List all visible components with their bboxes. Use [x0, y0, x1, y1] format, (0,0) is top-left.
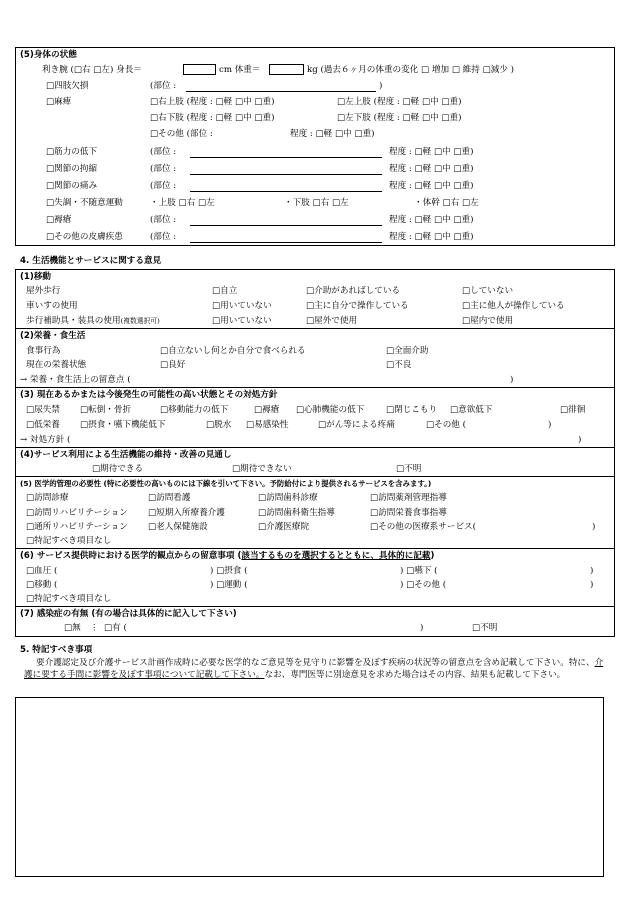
- divider-5: [15, 548, 615, 549]
- weight-change-label: kg (過去６ヶ月の体重の変化 □ 増加 □ 維持 □減少 ): [307, 65, 514, 75]
- outdoor-walking-label: 屋外歩行: [26, 286, 61, 296]
- infection-unknown[interactable]: □不明: [472, 623, 498, 633]
- limb-loss-part-line[interactable]: [186, 91, 376, 92]
- muscle-weakness-degree[interactable]: 程度 : □軽 □中 □重): [389, 147, 474, 157]
- prec-blood-pressure[interactable]: □血圧 (: [26, 566, 58, 576]
- nutrition-poor[interactable]: □不良: [386, 360, 412, 370]
- cond-cancer-pain[interactable]: □がん等による疼痛: [318, 420, 395, 430]
- right-upper-limb[interactable]: □右上肢 (程度 : □軽 □中 □重): [150, 97, 275, 107]
- nutrition-title: (2)栄養・食生活: [20, 331, 86, 341]
- divider-1: [15, 328, 615, 329]
- divider-4: [15, 476, 615, 477]
- cond-withdrawal[interactable]: □閉じこもり: [386, 405, 438, 415]
- nutrition-notes-label[interactable]: → 栄養・食生活上の留意点 (: [20, 375, 131, 385]
- svc-home-visit-medical[interactable]: □訪問診療: [26, 493, 69, 503]
- special-notes-instructions: [24, 657, 610, 681]
- cond-fall-fracture[interactable]: □転倒・骨折: [80, 405, 132, 415]
- cond-other-close: ): [548, 420, 552, 430]
- infection-none[interactable]: □無: [64, 623, 81, 633]
- prec-row1-close: ): [590, 566, 594, 576]
- limb-loss-part-label: (部位 :: [150, 81, 177, 91]
- prec-exercise[interactable]: ) □運動 (: [210, 580, 248, 590]
- prec-movement[interactable]: □移動 (: [26, 580, 58, 590]
- cond-mobility-decline[interactable]: □移動能力の低下: [160, 405, 229, 415]
- infection-title: (7) 感染症の有無 (有の場合は具体的に記入して下さい): [20, 609, 237, 619]
- wheelchair-other[interactable]: □主に他人が操作している: [462, 301, 565, 311]
- wheelchair-label: 車いすの使用: [26, 301, 78, 311]
- eating-label: 食事行為: [26, 346, 61, 356]
- policy-close: ): [578, 435, 582, 445]
- pressure-ulcer-part-label: (部位 :: [150, 215, 177, 225]
- svc-other-close: ): [592, 522, 596, 532]
- joint-pain-checkbox[interactable]: □関節の痛み: [46, 181, 98, 191]
- height-input[interactable]: [183, 64, 216, 75]
- walking-aid-outdoor[interactable]: □屋外で使用: [306, 316, 358, 326]
- joint-contracture-part-label: (部位 :: [150, 164, 177, 174]
- special-notes-text-underlined: 介護に要する手間に影響を及ぼす事項について記載して下さい。: [24, 658, 604, 680]
- mobility-title: (1)移動: [20, 272, 52, 282]
- outdoor-independent[interactable]: □自立: [212, 286, 238, 296]
- joint-pain-degree[interactable]: 程度 : □軽 □中 □重): [389, 181, 474, 191]
- cond-incontinence[interactable]: □尿失禁: [26, 405, 60, 415]
- outlook-unknown[interactable]: □不明: [396, 464, 422, 474]
- body-state-title: (5)身体の状態: [20, 50, 77, 60]
- left-lower-limb[interactable]: □左下肢 (程度 : □軽 □中 □重): [337, 113, 462, 123]
- body-state-section: [15, 47, 615, 246]
- infection-separator: ⋮: [90, 623, 99, 633]
- joint-contracture-part-line[interactable]: [190, 174, 382, 175]
- cond-low-motivation[interactable]: □意欲低下: [450, 405, 493, 415]
- svc-day-rehab[interactable]: □通所リハビリテーション: [26, 522, 128, 532]
- walking-aid-label: [26, 316, 160, 326]
- muscle-weakness-part-line[interactable]: [190, 157, 382, 158]
- svc-health-facility[interactable]: □老人保健施設: [148, 522, 208, 532]
- walking-aid-label-note: (複数選択可): [120, 317, 160, 325]
- precautions-title-underlined: 該当するものを選択するとともに、具体的に記載: [241, 551, 431, 561]
- other-paralysis-degree[interactable]: 程度 : □軽 □中 □重): [290, 129, 375, 139]
- infection-yes-close: ): [420, 623, 424, 633]
- cond-infection[interactable]: □易感染性: [246, 420, 289, 430]
- other-skin-checkbox[interactable]: □その他の皮膚疾患: [46, 232, 123, 242]
- precautions-title: [20, 551, 434, 561]
- policy-label[interactable]: → 対処方針 (: [20, 435, 71, 445]
- other-skin-part-line[interactable]: [190, 242, 382, 243]
- weight-input[interactable]: [269, 64, 304, 75]
- pressure-ulcer-degree[interactable]: 程度 : □軽 □中 □重): [389, 215, 474, 225]
- eating-full-assist[interactable]: □全面介助: [386, 346, 429, 356]
- prec-eating[interactable]: ) □摂食 (: [210, 566, 248, 576]
- cond-cardiopulmonary[interactable]: □心肺機能の低下: [296, 405, 365, 415]
- weight-label: cm 体重＝: [219, 65, 261, 75]
- svc-other-medical[interactable]: □その他の医療系サービス(: [370, 522, 477, 532]
- precautions-title-a: (6) サービス提供時における医学的観点からの留意事項 (: [20, 551, 242, 561]
- other-paralysis-part[interactable]: □その他 (部位 :: [150, 129, 213, 139]
- prec-row2-close: ): [590, 580, 594, 590]
- ataxia-checkbox[interactable]: □失調・不随意運動: [46, 198, 123, 208]
- ataxia-trunk[interactable]: ・体幹 □右 □左: [414, 198, 479, 208]
- joint-pain-part-line[interactable]: [190, 191, 382, 192]
- precautions-title-b: ): [430, 551, 435, 561]
- svc-dental-hygiene[interactable]: □訪問歯科衛生指導: [258, 508, 335, 518]
- dominant-hand-height-label: 利き腕 (□右 □左) 身長＝: [42, 65, 142, 75]
- prec-nothing-special[interactable]: □特記すべき項目なし: [26, 594, 112, 604]
- divider-3: [15, 447, 615, 448]
- cond-swallowing[interactable]: □摂食・嚥下機能低下: [80, 420, 166, 430]
- ataxia-upper[interactable]: ・上肢 □右 □左: [150, 198, 215, 208]
- svc-home-nursing[interactable]: □訪問看護: [148, 493, 191, 503]
- pressure-ulcer-part-line[interactable]: [190, 225, 382, 226]
- left-upper-limb[interactable]: □左上肢 (程度 : □軽 □中 □重): [337, 97, 462, 107]
- svc-home-pharmacy[interactable]: □訪問薬剤管理指導: [370, 493, 447, 503]
- cond-dehydration[interactable]: □脱水: [206, 420, 232, 430]
- svc-care-hospital[interactable]: □介護医療院: [258, 522, 310, 532]
- muscle-weakness-part-label: (部位 :: [150, 147, 177, 157]
- svc-nothing-special[interactable]: □特記すべき項目なし: [26, 536, 112, 546]
- prec-other[interactable]: ) □その他 (: [400, 580, 447, 590]
- nutrition-status-label: 現在の栄養状態: [26, 360, 87, 370]
- special-notes-textarea[interactable]: [15, 697, 604, 877]
- outdoor-with-help[interactable]: □介助があればしている: [306, 286, 401, 296]
- medical-mgmt-title: (5) 医学的管理の必要性 (特に必要性の高いものには下線を引いて下さい。予防給付により提供されるサービスを含みます。): [20, 479, 432, 488]
- walking-aid-none[interactable]: □用いていない: [212, 316, 272, 326]
- outlook-not-expected[interactable]: □期待できない: [232, 464, 292, 474]
- walking-aid-indoor[interactable]: □屋内で使用: [462, 316, 514, 326]
- wheelchair-none[interactable]: □用いていない: [212, 301, 272, 311]
- svc-short-stay[interactable]: □短期入所療養介護: [148, 508, 225, 518]
- svc-home-dental[interactable]: □訪問歯科診療: [258, 493, 318, 503]
- joint-contracture-checkbox[interactable]: □関節の拘縮: [46, 164, 98, 174]
- nutrition-notes-close: ): [510, 375, 514, 385]
- nutrition-good[interactable]: □良好: [160, 360, 186, 370]
- divider-2: [15, 387, 615, 388]
- paralysis-checkbox[interactable]: □麻痺: [46, 97, 72, 107]
- joint-pain-part-label: (部位 :: [150, 181, 177, 191]
- right-lower-limb[interactable]: □右下肢 (程度 : □軽 □中 □重): [150, 113, 275, 123]
- outdoor-not-doing[interactable]: □していない: [462, 286, 514, 296]
- svc-nutrition-guidance[interactable]: □訪問栄養食事指導: [370, 508, 447, 518]
- svc-home-rehab[interactable]: □訪問リハビリテーション: [26, 508, 128, 518]
- prec-swallowing[interactable]: ) □嚥下 (: [400, 566, 438, 576]
- cond-malnutrition[interactable]: □低栄養: [26, 420, 60, 430]
- infection-yes[interactable]: □有 (: [104, 623, 127, 633]
- ataxia-lower[interactable]: ・下肢 □右 □左: [284, 198, 349, 208]
- cond-other[interactable]: □その他 (: [426, 420, 466, 430]
- walking-aid-label-main: 歩行補助具・装具の使用: [26, 316, 121, 326]
- divider-6: [15, 606, 615, 607]
- special-notes-title: 5. 特記すべき事項: [20, 645, 93, 655]
- outlook-expected[interactable]: □期待できる: [92, 464, 144, 474]
- pressure-ulcer-checkbox[interactable]: □褥瘡: [46, 215, 72, 225]
- limb-loss-checkbox[interactable]: □四肢欠損: [46, 81, 89, 91]
- cond-pressure-ulcer[interactable]: □褥瘡: [254, 405, 280, 415]
- cond-wandering[interactable]: □徘徊: [560, 405, 586, 415]
- other-skin-part-label: (部位 :: [150, 232, 177, 242]
- eating-independent[interactable]: □自立ないし何とか自分で食べられる: [160, 346, 306, 356]
- wheelchair-self[interactable]: □主に自分で操作している: [306, 301, 409, 311]
- section4-title: 4. 生活機能とサービスに関する意見: [20, 256, 162, 266]
- joint-contracture-degree[interactable]: 程度 : □軽 □中 □重): [389, 164, 474, 174]
- muscle-weakness-checkbox[interactable]: □筋力の低下: [46, 147, 98, 157]
- other-skin-degree[interactable]: 程度 : □軽 □中 □重): [389, 232, 474, 242]
- outlook-title: (4)サービス利用による生活機能の維持・改善の見通し: [20, 450, 232, 460]
- special-notes-text-b: なお、専門医等に別途意見を求めた場合はその内容、結果も記載して下さい。: [264, 670, 566, 680]
- conditions-title: (3) 現在あるかまたは今後発生の可能性の高い状態とその対処方針: [20, 390, 278, 400]
- limb-loss-close: ): [379, 81, 383, 91]
- special-notes-text-a: 要介護認定及び介護サービス計画作成時に必要な医学的なご意見等を見守りに影響を及ぼす疾病の状況等の留意点を含め記載して下さい。特に、: [36, 658, 595, 668]
